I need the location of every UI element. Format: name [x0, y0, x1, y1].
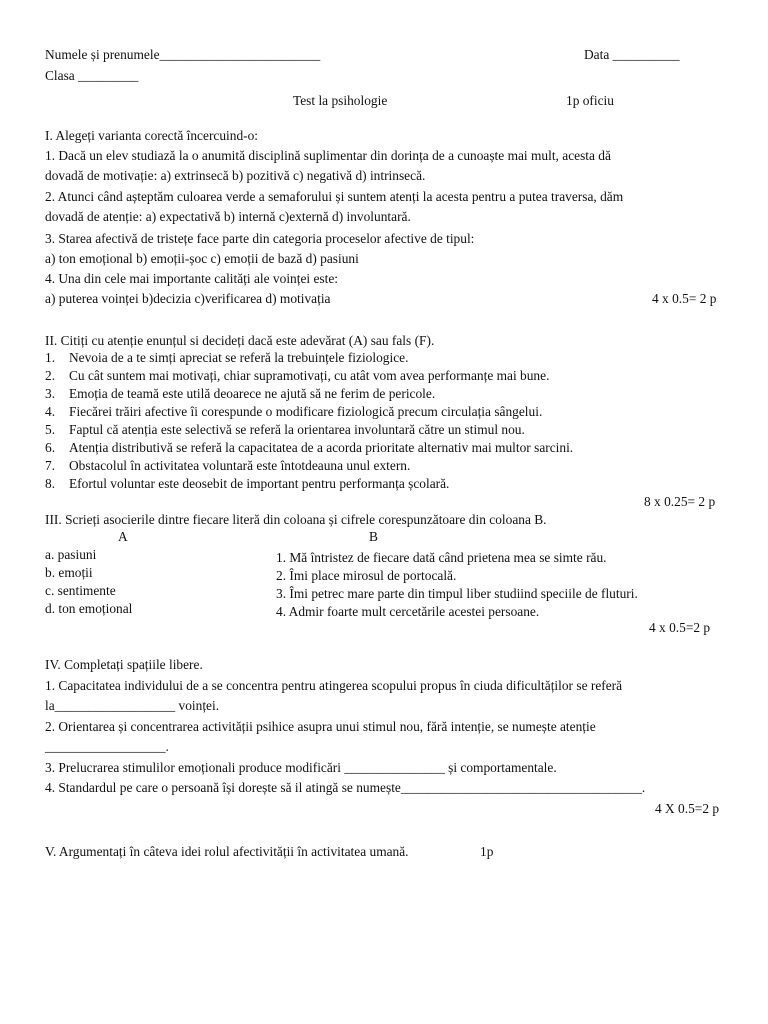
- tf-item-text: Emoția de teamă este utilă deoarece ne ajută să ne ferim de pericole.: [69, 386, 436, 401]
- column-a-item: c. sentimente: [45, 583, 116, 598]
- section1-line: a) puterea voinței b)decizia c)verificarea d) motivația: [45, 291, 331, 306]
- section5-heading: V. Argumentați în câteva idei rolul afectivității în activitatea umană.: [45, 844, 409, 859]
- tf-item-text: Atenția distributivă se referă la capacitatea de a acorda prioritate alternativ mai multor sarcini.: [69, 440, 574, 455]
- section4-line: __________________.: [45, 739, 169, 754]
- section4-line: 1. Capacitatea individului de a se concentra pentru atingerea scopului propus în ciuda dificultăților se referă: [45, 678, 623, 693]
- column-a-item: b. emoții: [45, 565, 93, 580]
- column-b-item: 2. Îmi place mirosul de portocală.: [276, 568, 457, 583]
- section1-line: dovadă de motivație: a) extrinsecă b) pozitivă c) negativă d) intrinsecă.: [45, 168, 426, 183]
- tf-item-number: 4.: [45, 404, 56, 419]
- section3-score: 4 x 0.5=2 p: [649, 620, 711, 635]
- column-b-label: B: [369, 529, 378, 544]
- tf-item-number: 2.: [45, 368, 56, 383]
- section1-line: a) ton emoțional b) emoții-șoc c) emoții de bază d) pasiuni: [45, 251, 359, 266]
- column-b-item: 1. Mă întristez de fiecare dată când prietena mea se simte rău.: [276, 550, 607, 565]
- section4-score: 4 X 0.5=2 p: [655, 801, 720, 816]
- tf-item-text: Obstacolul în activitatea voluntară este întotdeauna unul extern.: [69, 458, 411, 473]
- office-points: 1p oficiu: [566, 93, 614, 108]
- section1-score: 4 x 0.5= 2 p: [652, 291, 717, 306]
- tf-item-text: Efortul voluntar este deosebit de important pentru performanța școlară.: [69, 476, 450, 491]
- class-line: Clasa _________: [45, 68, 139, 83]
- name-line: Numele și prenumele________________________: [45, 47, 321, 62]
- column-b-item: 4. Admir foarte mult cercetările acestei persoane.: [276, 604, 540, 619]
- section2-score: 8 x 0.25= 2 p: [644, 494, 716, 509]
- section1-line: 4. Una din cele mai importante calități ale voinței este:: [45, 271, 338, 286]
- tf-item-text: Nevoia de a te simți apreciat se referă la trebuințele fiziologice.: [69, 350, 409, 365]
- tf-item-text: Fiecărei trăiri afective îi corespunde o modificare fiziologică precum circulația sângelui.: [69, 404, 543, 419]
- column-a-label: A: [118, 529, 128, 544]
- column-a-item: d. ton emoțional: [45, 601, 133, 616]
- section4-line: 2. Orientarea și concentrarea activității psihice asupra unui stimul nou, fără intenție, se numește atenție: [45, 719, 596, 734]
- tf-item-number: 1.: [45, 350, 56, 365]
- test-title: Test la psihologie: [293, 93, 388, 108]
- date-line: Data __________: [584, 47, 680, 62]
- section4-line: la__________________ voinței.: [45, 698, 220, 713]
- section1-heading: I. Alegeți varianta corectă încercuind-o:: [45, 128, 259, 143]
- section1-line: 3. Starea afectivă de tristețe face parte din categoria proceselor afective de tipul:: [45, 231, 475, 246]
- section4-line: 3. Prelucrarea stimulilor emoționali produce modificări _______________ și comportamentale.: [45, 760, 557, 775]
- section5-points: 1p: [480, 844, 494, 859]
- section4-line: 4. Standardul pe care o persoană își dorește să il atingă se numește____________________________________.: [45, 780, 646, 795]
- section1-line: dovadă de atenție: a) expectativă b) internă c)externă d) involuntară.: [45, 209, 411, 224]
- column-b-item: 3. Îmi petrec mare parte din timpul liber studiind speciile de fluturi.: [276, 586, 638, 601]
- section1-line: 1. Dacă un elev studiază la o anumită disciplină suplimentar din dorința de a cunoaște mai mult, acesta dă: [45, 148, 611, 163]
- section3-heading: III. Scrieți asocierile dintre fiecare literă din coloana și cifrele corespunzătoare din coloana B.: [45, 512, 547, 527]
- tf-item-number: 7.: [45, 458, 56, 473]
- section2-heading: II. Citiți cu atenție enunțul si decideți dacă este adevărat (A) sau fals (F).: [45, 333, 435, 348]
- tf-item-number: 5.: [45, 422, 56, 437]
- column-a-item: a. pasiuni: [45, 547, 97, 562]
- section1-line: 2. Atunci când așteptăm culoarea verde a semaforului și suntem atenți la acesta pentru a putea traversa, dăm: [45, 189, 624, 204]
- tf-item-number: 3.: [45, 386, 56, 401]
- tf-item-text: Cu cât suntem mai motivați, chiar supramotivați, cu atât vom avea performanțe mai bune.: [69, 368, 550, 383]
- section4-heading: IV. Completați spațiile libere.: [45, 657, 203, 672]
- tf-item-number: 6.: [45, 440, 56, 455]
- tf-item-text: Faptul că atenția este selectivă se referă la orientarea involuntară către un stimul nou.: [69, 422, 525, 437]
- tf-item-number: 8.: [45, 476, 56, 491]
